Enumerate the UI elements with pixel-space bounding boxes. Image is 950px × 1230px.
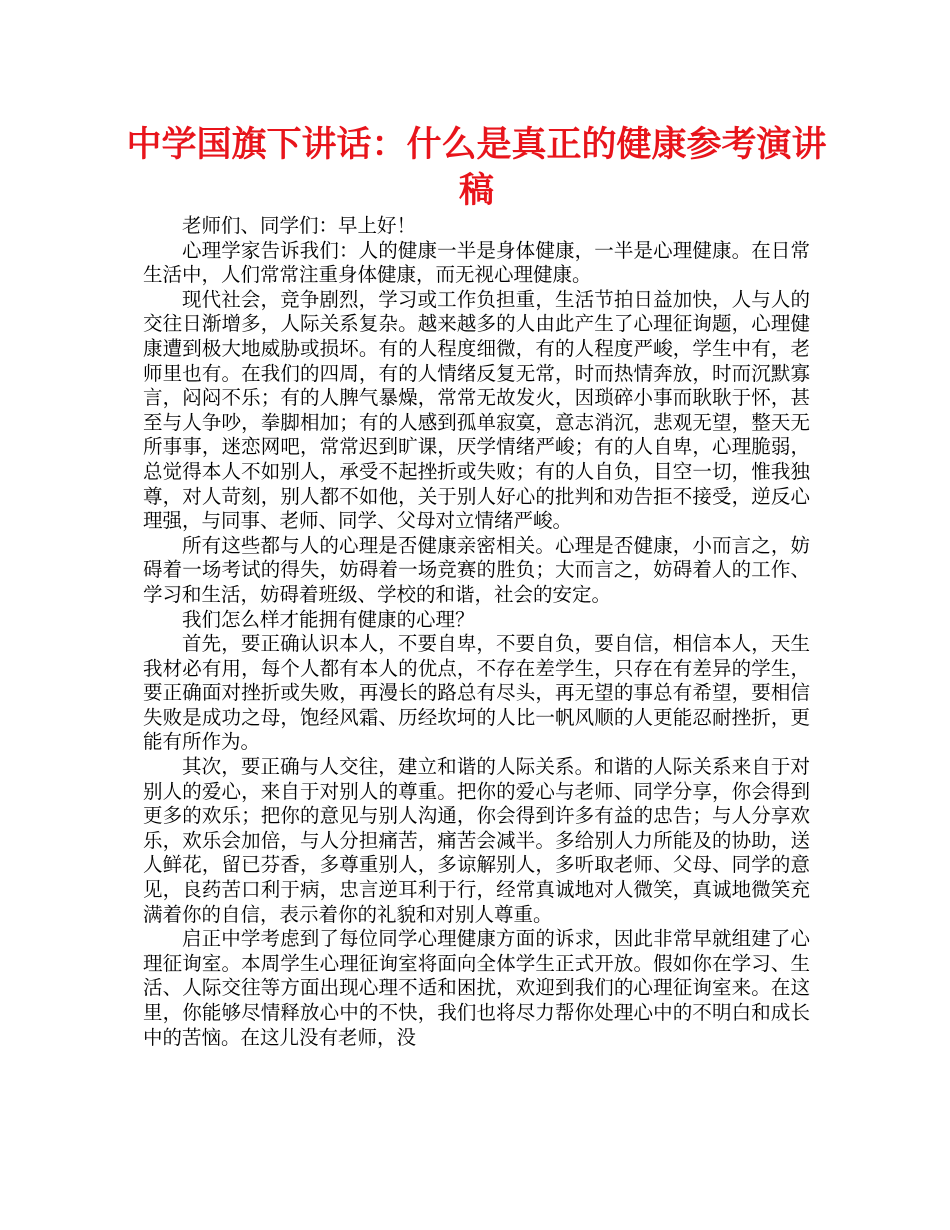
document-page [126, 122, 827, 1050]
paragraph-counseling: 启正中学考虑到了每位同学心理健康方面的诉求，因此非常早就组建了心理征询室。本周学生心理征询室将面向全体学生正式开放。假如你在学习、生活、人际交往等方面出现心理不适和困扰，欢迎到我们的心理征询室来。在这里，你能够尽情释放心中的不快，我们也将尽力帮你处理心中的不明白和成长中的苦恼。在这儿没有老师，没 [143, 927, 810, 1049]
paragraph-second: 其次，要正确与人交往，建立和谐的人际关系。和谐的人际关系来自于对别人的爱心，来自于对别人的尊重。把你的爱心与老师、同学分享，你会得到更多的欢乐；把你的意见与别人沟通，你会得到许多有益的忠告；与人分享欢乐，欢乐会加倍，与人分担痛苦，痛苦会减半。多给别人力所能及的协助，送人鲜花，留已芬香，多尊重别人，多谅解别人，多听取老师、父母、同学的意见，良药苦口利于病，忠言逆耳利于行，经常真诚地对人微笑，真诚地微笑充满着你的自信，表示着你的礼貌和对别人尊重。 [143, 755, 810, 926]
document-title: 中学国旗下讲话：什么是真正的健康参考演讲稿 [126, 125, 827, 211]
paragraph-1: 心理学家告诉我们：人的健康一半是身体健康，一半是心理健康。在日常生活中，人们常常注重身体健康，而无视心理健康。 [143, 238, 810, 287]
paragraph-3: 所有这些都与人的心理是否健康亲密相关。心理是否健康，小而言之，妨碍着一场考试的得失，妨碍着一场竞赛的胜负；大而言之，妨碍着人的工作、学习和生活，妨碍着班级、学校的和谐，社会的安定。 [143, 533, 810, 606]
document-body [143, 214, 810, 1050]
paragraph-first: 首先，要正确认识本人，不要自卑，不要自负，要自信，相信本人，天生我材必有用，每个人都有本人的优点，不存在差学生，只存在有差异的学生，要正确面对挫折或失败，再漫长的路总有尽头，再无望的事总有希望，要相信失败是成功之母，饱经风霜、历经坎坷的人比一帆风顺的人更能忍耐挫折，更能有所作为。 [143, 632, 810, 754]
paragraph-greeting: 老师们、同学们：早上好！ [182, 214, 417, 237]
paragraph-question: 我们怎么样才能拥有健康的心理？ [182, 607, 475, 631]
paragraph-2: 现代社会，竞争剧烈，学习或工作负担重，生活节拍日益加快，人与人的交往日渐增多，人际关系复杂。越来越多的人由此产生了心理征询题，心理健康遭到极大地威胁或损坏。有的人程度细微，有的人程度严峻，学生中有，老师里也有。在我们的四周，有的人情绪反复无常，时而热情奔放，时而沉默寡言，闷闷不乐；有的人脾气暴燥，常常无故发火，因琐碎小事而耿耿于怀，甚至与人争吵，拳脚相加；有的人感到孤单寂寞，意志消沉，悲观无望，整天无所事事，迷恋网吧，常常迟到旷课，厌学情绪严峻；有的人自卑，心理脆弱，总觉得本人不如别人，承受不起挫折或失败；有的人自负，目空一切，惟我独尊，对人苛刻，别人都不如他，关于别人好心的批判和劝告拒不接受，逆反心理强，与同事、老师、同学、父母对立情绪严峻。 [143, 287, 810, 533]
